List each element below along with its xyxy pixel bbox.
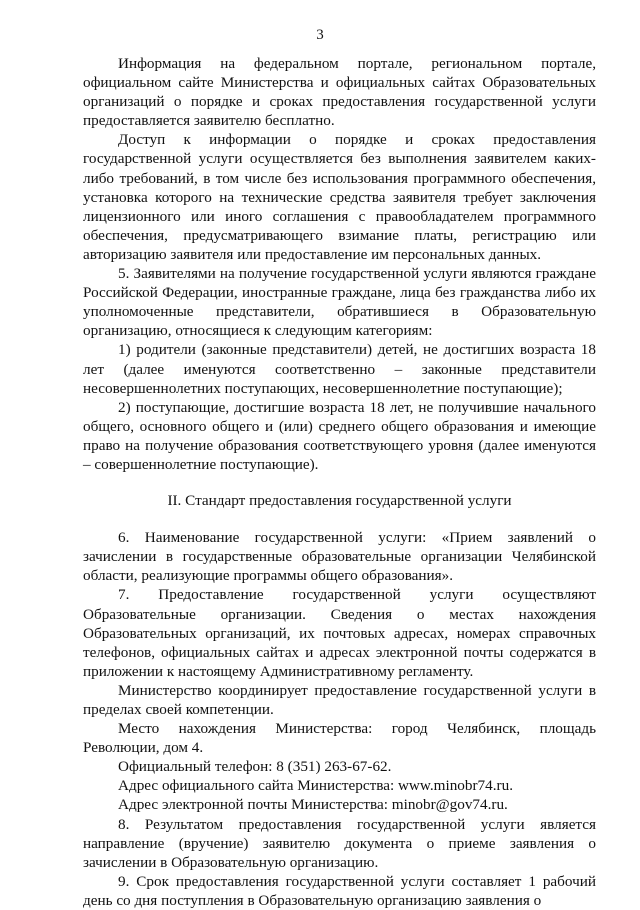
- paragraph-service-name: 6. Наименование государственной услуги: «Прием заявлений о зачислении в государственные образовательные организации Челябинской области, реализующие программы общего образования».: [83, 529, 596, 585]
- paragraph-ministry-website: Адрес официального сайта Министерства: www.minobr74.ru.: [118, 777, 513, 795]
- paragraph-ministry-email: Адрес электронной почты Министерства: minobr@gov74.ru.: [118, 796, 508, 814]
- paragraph-info-free: Информация на федеральном портале, региональном портале, официальном сайте Министерства и официальных сайтах Образовательных организаций о порядке и сроках предоставления государственной услуги предоставляется заявителю бесплатно.: [83, 55, 596, 130]
- page-number: 3: [316, 27, 324, 43]
- paragraph-ministry-coordination: Министерство координирует предоставление государственной услуги в пределах своей компетенции.: [83, 681, 596, 718]
- paragraph-ministry-phone: Официальный телефон: 8 (351) 263-67-62.: [118, 758, 392, 776]
- paragraph-ministry-location: Место нахождения Министерства: город Челябинск, площадь Революции, дом 4.: [83, 720, 596, 757]
- paragraph-category-2: 2) поступающие, достигшие возраста 18 лет, не получившие начального общего, основного общего и (или) среднего общего образования и имеющие право на получение образования соответствующего уровня (далее именуются – совершеннолетние поступающие).: [83, 398, 596, 473]
- document-body: [83, 54, 596, 910]
- paragraph-access-info: Доступ к информации о порядке и сроках предоставления государственной услуги осуществляется без выполнения заявителем каких-либо требований, в том числе без использования программного обеспечения, установка которого на технические средства заявителя требует заключения лицензионного или иного соглашения с правообладателем программного обеспечения, предусматривающего взимание платы, регистрацию или авторизацию заявителя или предоставление им персональных данных.: [83, 131, 596, 263]
- section-heading: II. Стандарт предоставления государственной услуги: [167, 492, 512, 510]
- paragraph-service-result: 8. Результатом предоставления государственной услуги является направление (вручение) заявителю документа о приеме заявления о зачислении в Образовательную организацию.: [83, 815, 596, 871]
- paragraph-applicants: 5. Заявителями на получение государственной услуги являются граждане Российской Федерации, иностранные граждане, лица без гражданства либо их уполномоченные представители, обратившиеся в Образовательную организацию, относящиеся к следующим категориям:: [83, 265, 596, 340]
- paragraph-service-providers: 7. Предоставление государственной услуги осуществляют Образовательные организации. Сведения о местах нахождения Образовательных организаций, их почтовых адресах, номерах справочных телефонов, официальных сайтах и адресах электронной почты содержатся в приложении к настоящему Административному регламенту.: [83, 586, 596, 680]
- paragraph-category-1: 1) родители (законные представители) детей, не достигших возраста 18 лет (далее именуются соответственно – законные представители несовершеннолетних поступающих, несовершеннолетние поступающие);: [83, 341, 596, 397]
- paragraph-service-term: 9. Срок предоставления государственной услуги составляет 1 рабочий день со дня поступления в Образовательную организацию заявления о: [83, 872, 596, 909]
